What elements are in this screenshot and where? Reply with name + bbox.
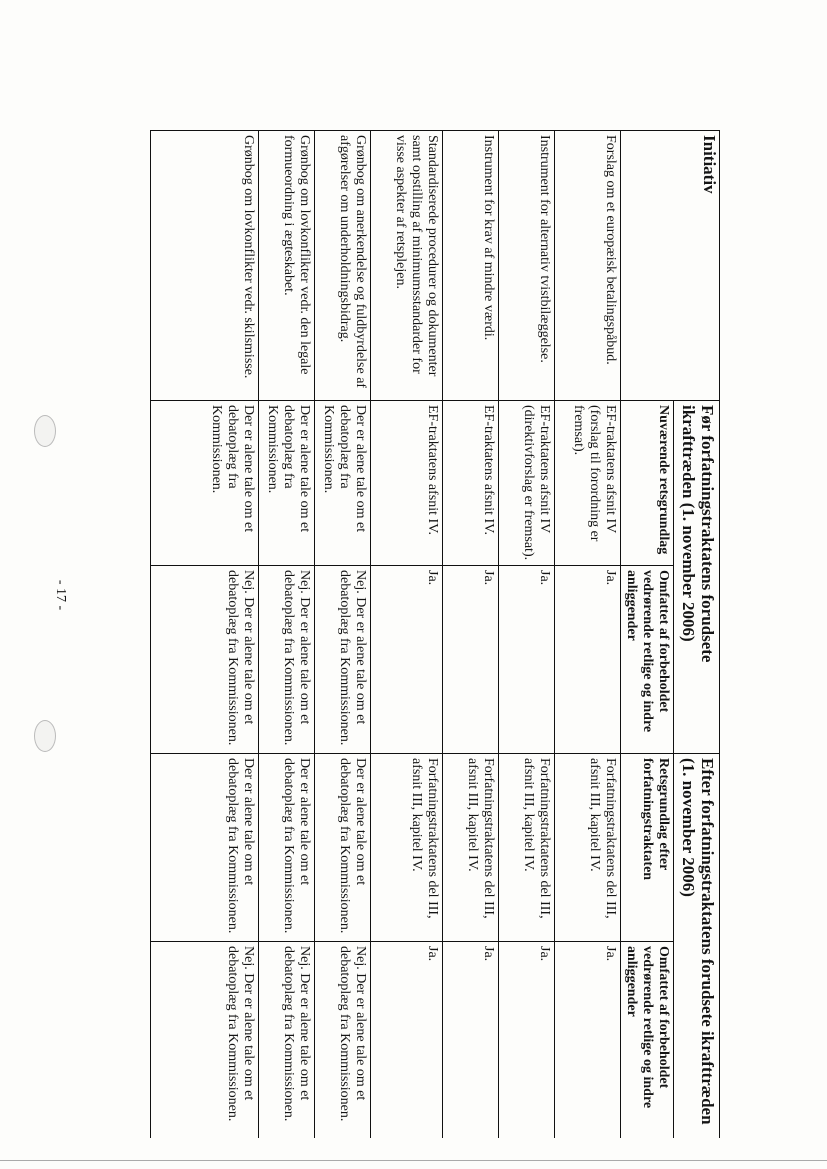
initiatives-table bbox=[150, 130, 720, 1138]
rotated-table bbox=[150, 130, 720, 1138]
cell-basis-now: EF-traktatens afsnit IV (forslag til forordning er fremsat). bbox=[555, 401, 621, 566]
cell-reserve-after: Ja. bbox=[371, 942, 443, 1139]
table-row bbox=[371, 131, 443, 1139]
cell-basis-after: Forfatningstraktatens del III, afsnit III, kapitel IV. bbox=[555, 754, 621, 942]
cell-basis-now: Der er alene tale om et debatoplæg fra Kommissionen. bbox=[259, 401, 315, 566]
cell-reserve-after: Ja. bbox=[555, 942, 621, 1139]
table-row bbox=[259, 131, 315, 1139]
cell-basis-now: Der er alene tale om et debatoplæg fra Kommissionen. bbox=[315, 401, 371, 566]
cell-initiative: Forslag om et europæisk betalingspåbud. bbox=[555, 131, 621, 401]
cell-reserve-after: Ja. bbox=[499, 942, 555, 1139]
cell-basis-after: Forfatningstraktatens del III, afsnit III, kapitel IV. bbox=[443, 754, 499, 942]
cell-basis-now: EF-traktatens afsnit IV (direktivforslag er fremsat). bbox=[499, 401, 555, 566]
punch-hole-top bbox=[34, 415, 56, 447]
subheader-basis-after: Retsgrundlag efter forfatningstraktaten bbox=[621, 754, 674, 942]
subheader-reserve-after: Omfattet af forbeholdet vedrørende retlige og indre anliggender bbox=[621, 942, 674, 1139]
subheader-basis-now: Nuværende retsgrundlag bbox=[621, 401, 674, 566]
header-before: Før forfatningstraktatens forudsete ikrafttræden (1. november 2006) bbox=[674, 401, 720, 754]
cell-initiative: Instrument for krav af mindre værdi. bbox=[443, 131, 499, 401]
table-row bbox=[443, 131, 499, 1139]
cell-basis-after: Der er alene tale om et debatoplæg fra Kommissionen. bbox=[259, 754, 315, 942]
cell-reserve-after: Nej. Der er alene tale om et debatoplæg fra Kommissionen. bbox=[151, 942, 259, 1139]
cell-basis-after: Der er alene tale om et debatoplæg fra Kommissionen. bbox=[151, 754, 259, 942]
header-initiativ: Initiativ bbox=[621, 131, 720, 401]
table-row bbox=[555, 131, 621, 1139]
page-number: - 17 - bbox=[53, 579, 69, 611]
table-row bbox=[315, 131, 371, 1139]
header-after: Efter forfatningstraktatens forudsete ikrafttræden (1. november 2006) bbox=[674, 754, 720, 1139]
cell-reserve-now: Ja. bbox=[499, 566, 555, 754]
cell-reserve-after: Ja. bbox=[443, 942, 499, 1139]
cell-reserve-now: Ja. bbox=[371, 566, 443, 754]
table-row bbox=[151, 131, 259, 1139]
punch-hole-bottom bbox=[34, 720, 56, 752]
cell-basis-after: Forfatningstraktatens del III, afsnit III, kapitel IV. bbox=[371, 754, 443, 942]
cell-initiative: Instrument for alternativ tvistbilæggelse. bbox=[499, 131, 555, 401]
cell-reserve-now: Nej. Der er alene tale om et debatoplæg fra Kommissionen. bbox=[151, 566, 259, 754]
cell-reserve-now: Nej. Der er alene tale om et debatoplæg fra Kommissionen. bbox=[259, 566, 315, 754]
cell-initiative: Grønbog om lovkonflikter vedr. skilsmisse. bbox=[151, 131, 259, 401]
table-row bbox=[499, 131, 555, 1139]
cell-initiative: Grønbog om lovkonflikter vedr. den legale formueordning i ægteskabet. bbox=[259, 131, 315, 401]
table-region bbox=[150, 130, 720, 1138]
cell-reserve-now: Nej. Der er alene tale om et debatoplæg fra Kommissionen. bbox=[315, 566, 371, 754]
cell-initiative: Standardiserede procedurer og dokumenter samt opstilling af minimumsstandarder for visse aspekter af retsplejen. bbox=[371, 131, 443, 401]
cell-basis-now: EF-traktatens afsnit IV. bbox=[443, 401, 499, 566]
cell-reserve-now: Ja. bbox=[555, 566, 621, 754]
cell-reserve-now: Ja. bbox=[443, 566, 499, 754]
cell-initiative: Grønbog om anerkendelse og fuldbyrdelse af afgørelser om underholdningsbidrag. bbox=[315, 131, 371, 401]
scan-edge-line bbox=[0, 1160, 827, 1161]
cell-reserve-after: Nej. Der er alene tale om et debatoplæg fra Kommissionen. bbox=[259, 942, 315, 1139]
cell-basis-after: Forfatningstraktatens del III, afsnit III, kapitel IV. bbox=[499, 754, 555, 942]
cell-basis-now: EF-traktatens afsnit IV. bbox=[371, 401, 443, 566]
subheader-reserve-before: Omfattet af forbeholdet vedrørende retlige og indre anliggender bbox=[621, 566, 674, 754]
cell-basis-after: Der er alene tale om et debatoplæg fra Kommissionen. bbox=[315, 754, 371, 942]
cell-basis-now: Der er alene tale om et debatoplæg fra Kommissionen. bbox=[151, 401, 259, 566]
cell-reserve-after: Nej. Der er alene tale om et debatoplæg fra Kommissionen. bbox=[315, 942, 371, 1139]
